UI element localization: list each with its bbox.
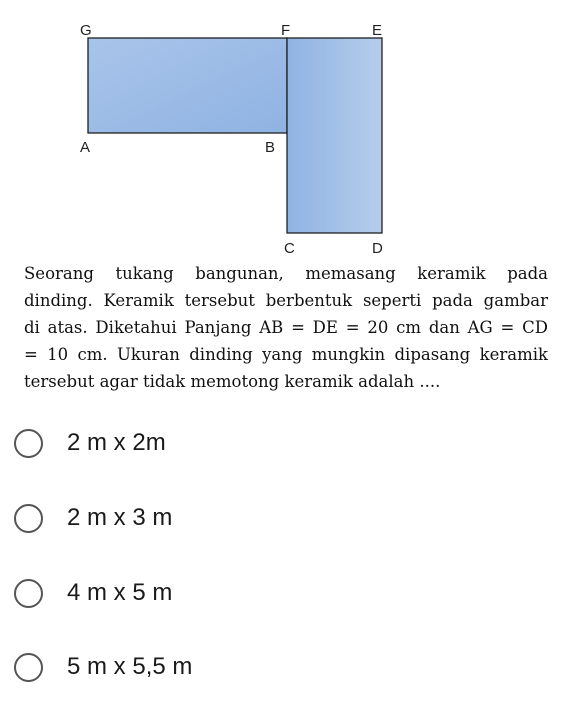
answer-option-label: 4 m x 5 m bbox=[67, 579, 173, 606]
question-line: dinding. Keramik tersebut berbentuk seperti pada gambar bbox=[24, 291, 548, 310]
point-label-c: C bbox=[284, 240, 295, 257]
point-label-f: F bbox=[281, 22, 291, 39]
point-label-d: D bbox=[372, 240, 383, 257]
answer-option-1[interactable] bbox=[8, 423, 548, 463]
answer-option-label: 2 m x 3 m bbox=[67, 504, 173, 531]
question-text bbox=[24, 260, 548, 395]
answer-option-label: 2 m x 2m bbox=[67, 429, 166, 456]
radio-button-icon[interactable] bbox=[14, 429, 43, 458]
tile-diagram bbox=[0, 0, 571, 262]
answer-option-label: 5 m x 5,5 m bbox=[67, 653, 193, 680]
question-line: Seorang tukang bangunan, memasang keramik pada bbox=[24, 264, 548, 283]
radio-button-icon[interactable] bbox=[14, 504, 43, 533]
tile-figure bbox=[0, 0, 571, 262]
point-label-b: B bbox=[265, 139, 276, 156]
radio-button-icon[interactable] bbox=[14, 579, 43, 608]
question-line: tersebut agar tidak memotong keramik adalah .... bbox=[24, 372, 441, 391]
horizontal-tile bbox=[88, 38, 287, 133]
point-label-g: G bbox=[80, 22, 92, 39]
vertical-tile bbox=[287, 38, 382, 233]
point-label-e: E bbox=[372, 22, 383, 39]
question-line: = 10 cm. Ukuran dinding yang mungkin dipasang keramik bbox=[24, 345, 548, 364]
answer-option-3[interactable] bbox=[8, 573, 548, 613]
answer-option-2[interactable] bbox=[8, 498, 548, 538]
point-label-a: A bbox=[80, 139, 91, 156]
answer-option-4[interactable] bbox=[8, 647, 548, 687]
question-line: di atas. Diketahui Panjang AB = DE = 20 cm dan AG = CD bbox=[24, 318, 548, 337]
radio-button-icon[interactable] bbox=[14, 653, 43, 682]
